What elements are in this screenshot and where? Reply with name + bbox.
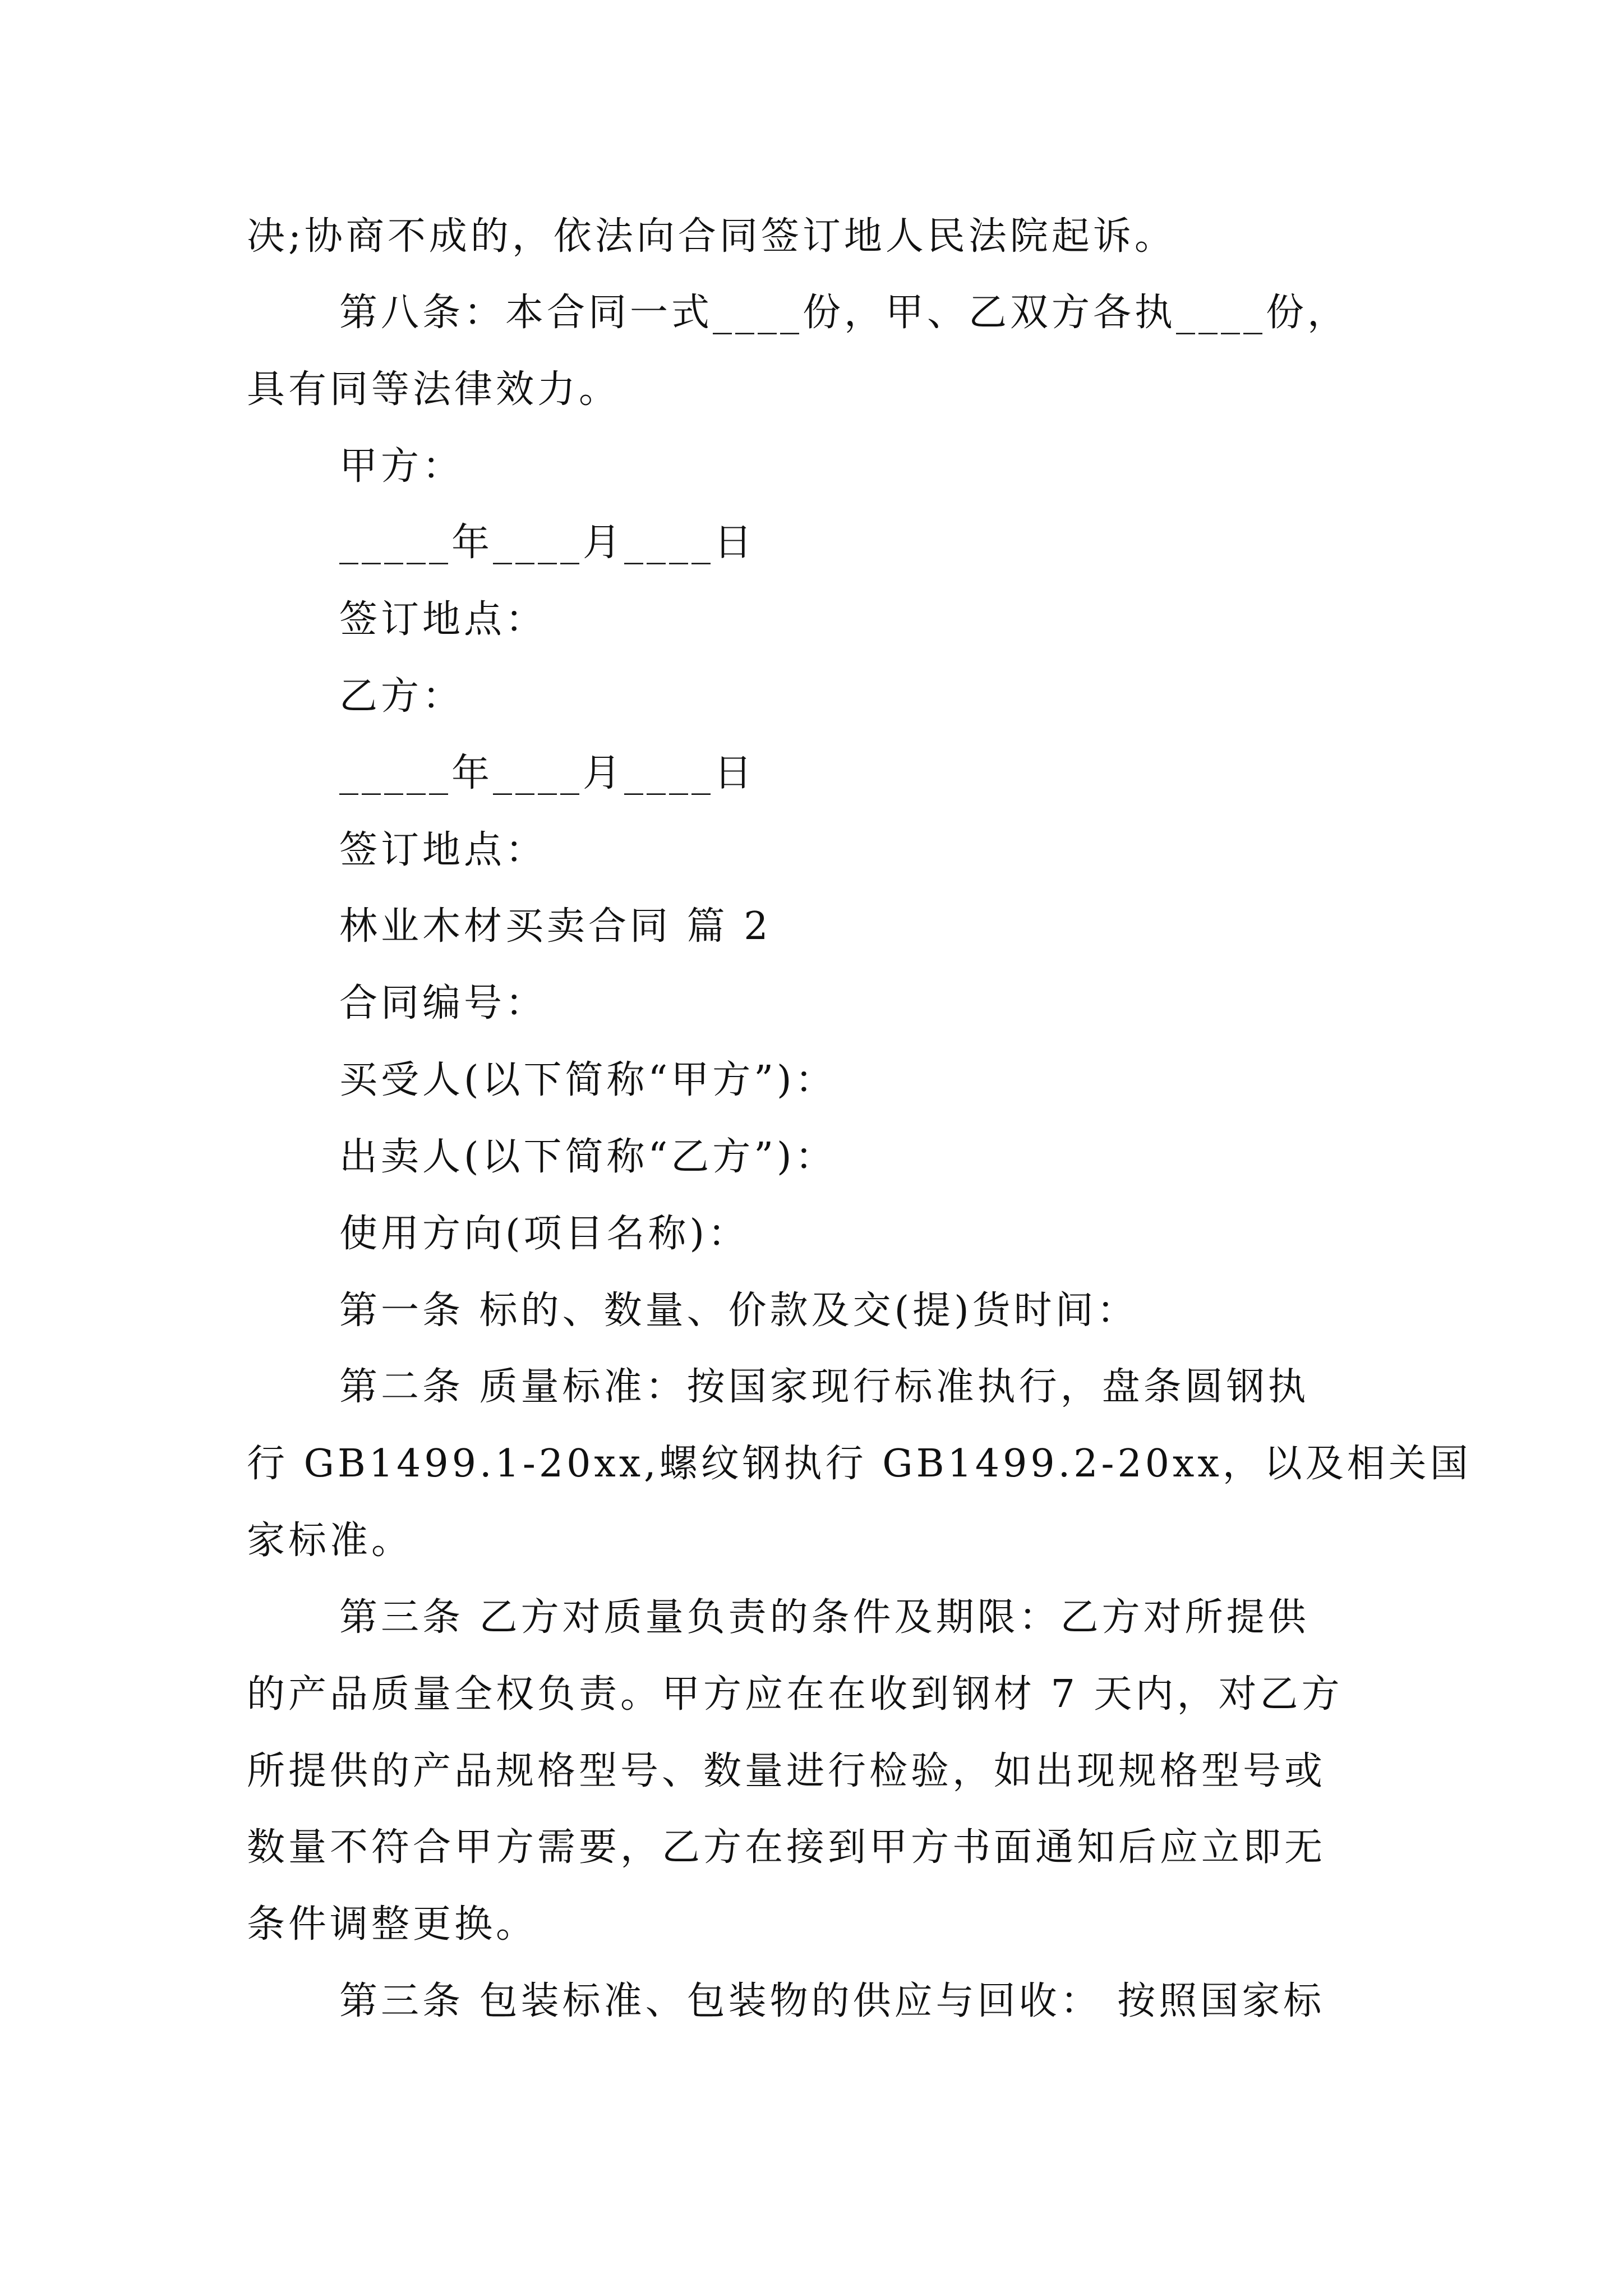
text-line: 第三条 乙方对质量负责的条件及期限：乙方对所提供 <box>339 1595 1310 1640</box>
text-line: 乙方： <box>339 674 464 719</box>
text-line: 家标准。 <box>247 1519 413 1563</box>
text-line: 行 GB1499.1-20xx,螺纹钢执行 GB1499.2-20xx，以及相关国 <box>247 1442 1472 1486</box>
text-line: 数量不符合甲方需要，乙方在接到甲方书面通知后应立即无 <box>247 1825 1326 1870</box>
text-line: 买受人(以下简称“甲方”)： <box>339 1058 837 1102</box>
date-line: _____年____月____日 <box>339 521 756 565</box>
text-line: 签订地点： <box>339 597 547 642</box>
text-line: 第二条 质量标准：按国家现行标准执行，盘条圆钢执 <box>339 1365 1310 1409</box>
text-line: 决;协商不成的，依法向合同签订地人民法院起诉。 <box>247 214 1176 259</box>
text-line: 第三条 包装标准、包装物的供应与回收： 按照国家标 <box>339 1979 1325 2023</box>
text-line: 签订地点： <box>339 828 547 872</box>
text-line: 使用方向(项目名称)： <box>339 1212 750 1256</box>
text-line: 所提供的产品规格型号、数量进行检验，如出现规格型号或 <box>247 1749 1326 1793</box>
section-title: 林业木材买卖合同 篇 2 <box>339 904 772 949</box>
text-line: 合同编号： <box>339 981 547 1025</box>
text-line: 第八条：本合同一式____份，甲、乙双方各执____份， <box>339 291 1349 335</box>
text-line: 条件调整更换。 <box>247 1902 538 1947</box>
text-line: 的产品质量全权负责。甲方应在在收到钢材 7 天内，对乙方 <box>247 1672 1343 1717</box>
date-line: _____年____月____日 <box>339 751 756 795</box>
text-line: 甲方： <box>339 444 464 489</box>
text-line: 第一条 标的、数量、价款及交(提)货时间： <box>339 1289 1138 1333</box>
text-line: 具有同等法律效力。 <box>247 367 621 412</box>
text-line: 出卖人(以下简称“乙方”)： <box>339 1135 837 1179</box>
